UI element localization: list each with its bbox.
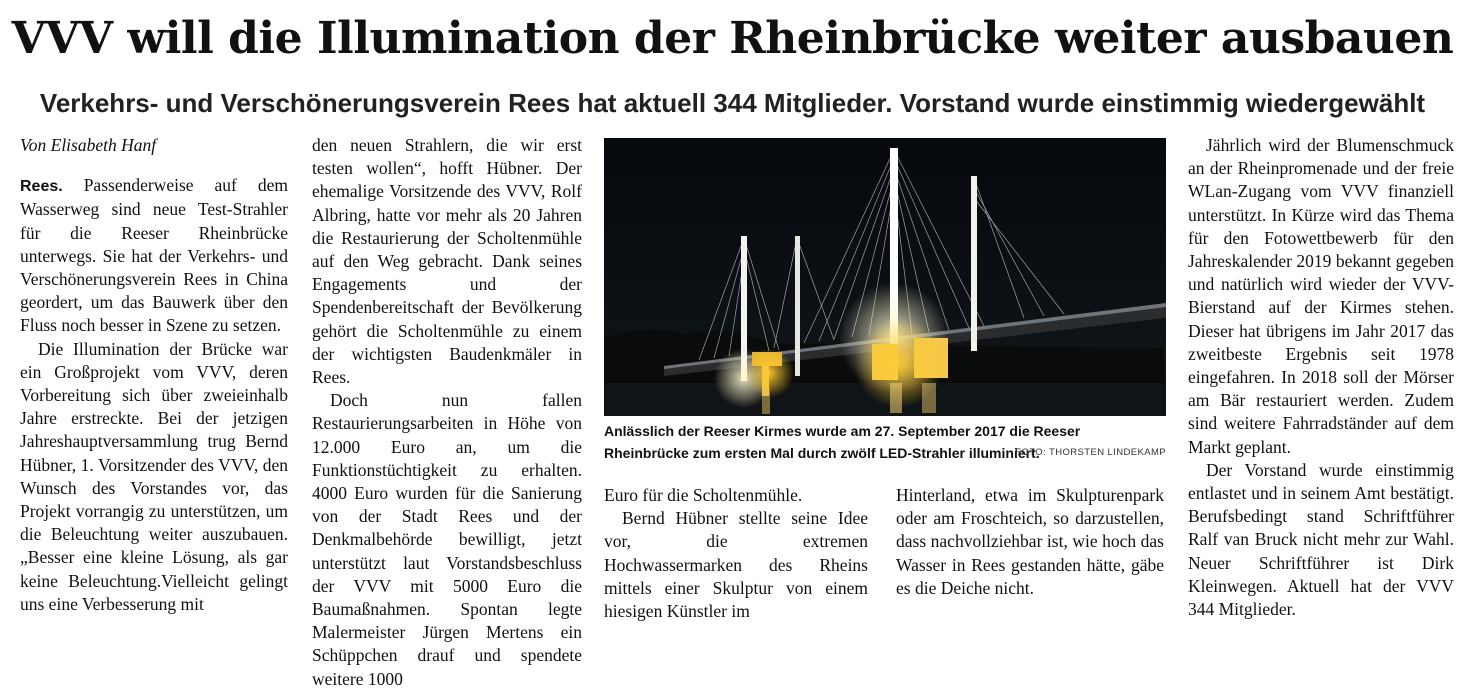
article-column-4 bbox=[896, 484, 1164, 600]
article-column-1 bbox=[20, 134, 288, 616]
lead-paragraph bbox=[20, 174, 288, 337]
byline: Von Elisabeth Hanf bbox=[20, 135, 157, 155]
body-paragraph: Die Illumination der Brücke war ein Großprojekt vom VVV, deren Vorbereitung sich über zweieinhalb Jahre erstreckte. Bei der jetzigen Jahreshauptversammlung trug Bernd Hübner, 1. Vorsitzender des VVV, den Wunsch des Vorstandes vor, das Projekt vorrangig zu unterstützen, um die Beleuchtung weiter auszubauen. „Besser eine kleine Lösung, als gar keine Beleuchtung.Vielleicht gelingt uns eine Verbesserung mit bbox=[20, 338, 288, 614]
photo-caption bbox=[604, 420, 1166, 464]
photo-caption-text: Anlässlich der Reeser Kirmes wurde am 27. September 2017 die Reeser Rheinbrücke zum ersten Mal durch zwölf LED-Strahler illuminiert. bbox=[604, 423, 1081, 461]
body-paragraph: Hinterland, etwa im Skulpturenpark oder am Froschteich, so darzustellen, dass nachvollziehbar ist, wie hoch das Wasser in Rees gestanden hätte, gäbe es die Deiche nicht. bbox=[896, 485, 1164, 598]
body-paragraph: Euro für die Scholtenmühle. bbox=[604, 485, 803, 505]
article-column-5 bbox=[1188, 134, 1454, 621]
photo-credit: FOTO: THORSTEN LINDEKAMP bbox=[1015, 447, 1166, 458]
bridge-photo-illustration bbox=[604, 138, 1166, 416]
body-paragraph: Der Vorstand wurde einstimmig entlastet und in seinem Amt bestätigt. Berufsbedingt stand Schriftführer Ralf van Bruck nicht mehr zur Wahl. Neuer Schriftführer ist Dirk Kleinwegen. Aktuell hat der VVV 344 Mitglieder. bbox=[1188, 459, 1454, 620]
body-paragraph: Doch nun fallen Restaurierungsarbeiten in Höhe von 12.000 Euro an, um die Funktionstüchtigkeit zu erhalten. 4000 Euro wurden für die Sanierung von der Stadt Rees und der Denkmalbehörde bewilligt, jetzt unterstützt laut Vorstandsbeschluss der VVV mit 5000 Euro die Baumaßnahmen. Spontan legte Malermeister Jürgen Mertens ein Schüppchen drauf und spendete weitere 1000 bbox=[312, 390, 582, 689]
bridge-photo bbox=[604, 138, 1166, 416]
body-paragraph: den neuen Strahlern, die wir erst testen wollen“, hofft Hübner. Der ehemalige Vorsitzende des VVV, Rolf Albring, hatte vor mehr als 20 Jahren die Restaurierung der Scholtenmühle auf den Weg gebracht. Dank seines Engagements und der Spendenbereitschaft der Bevölkerung gehört die Scholtenmühle zu einem der wichtigsten Baudenkmäler in Rees. bbox=[312, 135, 582, 388]
headline: VVV will die Illumination der Rheinbrücke weiter ausbauen bbox=[11, 13, 1454, 64]
lead-paragraph-text: Passenderweise auf dem Wasserweg sind neue Test-Strahler für die Reeser Rheinbrücke unterwegs. Sie hat der Verkehrs- und Verschönerungsverein Rees in China geordert, um das Bauwerk über den Fluss noch besser in Szene zu setzen. bbox=[20, 175, 288, 336]
body-paragraph: Bernd Hübner stellte seine Idee vor, die extremen Hochwassermarken des Rheins mittels einer Skulptur von einem hiesigen Künstler im bbox=[604, 508, 868, 622]
body-paragraph: Jährlich wird der Blumenschmuck an der Rheinpromenade und der freie WLan-Zugang vom VVV finanziell unterstützt. In Kürze wird das Thema für den Fotowettbewerb für den Jahreskalender 2019 bekannt gegeben und natürlich wird wieder der VVV-Bierstand auf der Kirmes stehen. Dieser hat übrigens im Jahr 2017 das zweitbeste Ergebnis seit 1978 eingefahren. In 2018 soll der Mörser am Bär restauriert werden. Zudem sind weitere Fahrradständer auf dem Markt geplant. bbox=[1188, 135, 1454, 457]
dateline: Rees. bbox=[20, 178, 63, 196]
subheadline: Verkehrs- und Verschönerungsverein Rees hat aktuell 344 Mitglieder. Vorstand wurde einstimmig wiedergewählt bbox=[39, 88, 1426, 118]
article-column-3 bbox=[604, 484, 868, 623]
article-column-2 bbox=[312, 134, 582, 691]
